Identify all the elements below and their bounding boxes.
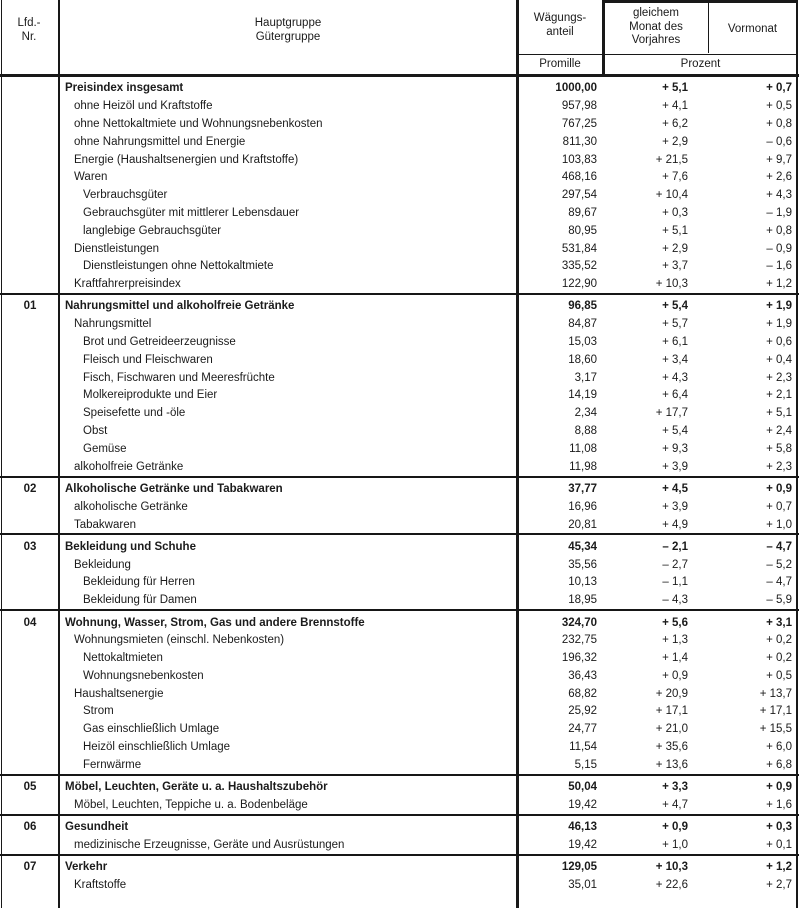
table-section (0, 478, 799, 536)
row-label: Verbrauchsgüter (83, 189, 168, 202)
yoy-change-value: + 6,1 (662, 336, 688, 349)
row-label: Obst (83, 425, 108, 438)
col-header-vorjahresmonat-line2: Monat des (629, 20, 683, 33)
row-label: Haushaltsenergie (74, 687, 164, 700)
weight-value: 20,81 (568, 518, 597, 531)
table-section (0, 856, 799, 894)
table-row (0, 516, 799, 534)
weight-value: 3,17 (574, 371, 597, 384)
row-label: alkoholische Getränke (74, 500, 188, 513)
table-row (0, 222, 799, 240)
yoy-change-value: + 21,0 (655, 723, 688, 736)
mom-change-value: – 4,7 (766, 540, 792, 553)
table-row (0, 298, 799, 316)
mom-change-value: + 1,2 (766, 861, 792, 874)
mom-change-value: + 9,7 (766, 153, 792, 166)
yoy-change-value: + 10,3 (655, 861, 688, 874)
row-label: Möbel, Leuchten, Geräte u. a. Haushaltszubehör (65, 781, 328, 794)
row-label: Kraftfahrerpreisindex (74, 278, 181, 291)
weight-value: 468,16 (561, 171, 597, 184)
mom-change-value: + 2,7 (766, 879, 792, 892)
weight-value: 531,84 (561, 242, 597, 255)
table-row (0, 97, 799, 115)
row-label: Heizöl einschließlich Umlage (83, 741, 231, 754)
mom-change-value: + 0,2 (766, 634, 792, 647)
weight-value: 10,13 (568, 576, 597, 589)
yoy-change-value: + 6,4 (662, 389, 688, 402)
table-section (0, 816, 799, 856)
weight-value: 8,88 (574, 425, 597, 438)
mom-change-value: + 13,7 (759, 687, 792, 700)
row-label: Fisch, Fischwaren und Meeresfrüchte (83, 371, 275, 384)
yoy-change-value: – 4,3 (662, 594, 688, 607)
row-label: Speisefette und -öle (83, 407, 186, 420)
table-row (0, 151, 799, 169)
mom-change-value: + 3,1 (766, 616, 792, 629)
table-row (0, 667, 799, 685)
weight-value: 89,67 (568, 206, 597, 219)
row-label: Verkehr (65, 861, 108, 874)
weight-value: 767,25 (561, 117, 597, 130)
mom-change-value: + 2,4 (766, 425, 792, 438)
weight-value: 957,98 (561, 100, 597, 113)
yoy-change-value: + 35,6 (655, 741, 688, 754)
weight-value: 19,42 (568, 798, 597, 811)
section-number: 03 (23, 540, 37, 553)
col-header-lfd-nr-line2: Nr. (21, 30, 37, 43)
weight-value: 35,56 (568, 558, 597, 571)
weight-value: 25,92 (568, 705, 597, 718)
row-label: Kraftstoffe (74, 879, 127, 892)
yoy-change-value: + 1,4 (662, 652, 688, 665)
row-label: Bekleidung für Herren (83, 576, 195, 589)
table-section (0, 535, 799, 611)
yoy-change-value: + 5,6 (662, 616, 688, 629)
mom-change-value: + 0,9 (766, 482, 792, 495)
weight-value: 37,77 (568, 482, 597, 495)
weight-value: 11,98 (569, 460, 597, 473)
section-number: 07 (23, 861, 37, 874)
col-header-hauptgruppe-line1: Hauptgruppe (254, 17, 322, 29)
yoy-change-value: + 21,5 (655, 153, 688, 166)
table-row (0, 186, 799, 204)
weight-value: 15,03 (568, 336, 597, 349)
mom-change-value: + 1,6 (766, 798, 792, 811)
table-row (0, 168, 799, 186)
mom-change-value: + 17,1 (759, 705, 792, 718)
col-header-waegungsanteil (518, 12, 602, 39)
row-label: Fernwärme (83, 758, 142, 771)
yoy-change-value: + 0,9 (662, 821, 688, 834)
mom-change-value: + 0,8 (766, 117, 792, 130)
table-row (0, 591, 799, 609)
weight-value: 18,60 (568, 353, 597, 366)
row-label: Gebrauchsgüter mit mittlerer Lebensdauer (83, 206, 300, 219)
weight-value: 14,19 (568, 389, 597, 402)
row-label: Nahrungsmittel und alkoholfreie Getränke (65, 300, 295, 313)
weight-value: 1000,00 (555, 82, 597, 95)
unit-label-prozent: Prozent (680, 58, 721, 70)
mom-change-value: + 6,8 (766, 758, 792, 771)
yoy-change-value: – 2,1 (662, 540, 688, 553)
yoy-change-value: + 4,1 (662, 100, 688, 113)
section-number: 06 (23, 821, 37, 834)
table-row (0, 631, 799, 649)
mom-change-value: – 4,7 (766, 576, 792, 589)
mom-change-value: + 0,4 (766, 353, 792, 366)
weight-value: 232,75 (561, 634, 597, 647)
yoy-change-value: + 5,1 (662, 224, 688, 237)
weight-value: 68,82 (568, 687, 597, 700)
weight-value: 19,42 (568, 839, 597, 852)
table-row (0, 333, 799, 351)
table-row (0, 422, 799, 440)
row-label: Bekleidung und Schuhe (65, 540, 196, 553)
row-label: Strom (83, 705, 114, 718)
mom-change-value: + 0,2 (766, 652, 792, 665)
weight-value: 129,05 (561, 861, 597, 874)
table-row (0, 756, 799, 774)
col-header-vormonat: Vormonat (727, 23, 778, 35)
yoy-change-value: + 4,9 (662, 518, 688, 531)
section-number: 05 (23, 781, 37, 794)
table-row (0, 369, 799, 387)
table-row (0, 315, 799, 333)
table-row (0, 404, 799, 422)
yoy-change-value: + 9,3 (662, 442, 688, 455)
row-label: ohne Heizöl und Kraftstoffe (74, 100, 213, 113)
row-label: Wohnungsnebenkosten (83, 669, 204, 682)
table-row (0, 876, 799, 894)
table-row (0, 649, 799, 667)
row-label: Dienstleistungen ohne Nettokaltmiete (83, 260, 274, 273)
mom-change-value: + 0,7 (766, 500, 792, 513)
mom-change-value: – 0,6 (766, 135, 792, 148)
section-number: 02 (23, 482, 37, 495)
table-row (0, 133, 799, 151)
yoy-change-value: – 2,7 (662, 558, 688, 571)
mom-change-value: + 5,1 (766, 407, 792, 420)
yoy-change-value: + 10,3 (655, 278, 688, 291)
weight-value: 811,30 (562, 135, 597, 148)
row-label: Energie (Haushaltsenergien und Kraftstoffe) (74, 153, 299, 166)
row-label: Molkereiprodukte und Eier (83, 389, 218, 402)
weight-value: 36,43 (568, 669, 597, 682)
table-row (0, 498, 799, 516)
row-label: medizinische Erzeugnisse, Geräte und Ausrüstungen (74, 839, 345, 852)
row-label: Preisindex insgesamt (65, 82, 184, 95)
table-row (0, 538, 799, 556)
row-label: Bekleidung für Damen (83, 594, 197, 607)
mom-change-value: + 2,3 (766, 371, 792, 384)
weight-value: 46,13 (568, 821, 597, 834)
yoy-change-value: + 17,1 (655, 705, 688, 718)
mom-change-value: – 0,9 (766, 242, 792, 255)
row-label: Brot und Getreideerzeugnisse (83, 336, 236, 349)
yoy-change-value: + 20,9 (655, 687, 688, 700)
row-label: Gemüse (83, 442, 127, 455)
row-label: Nahrungsmittel (74, 318, 152, 331)
row-label: Waren (74, 171, 108, 184)
mom-change-value: – 5,2 (766, 558, 792, 571)
weight-value: 96,85 (568, 300, 597, 313)
yoy-change-value: + 5,1 (662, 82, 688, 95)
table-row (0, 80, 799, 98)
row-label: Fleisch und Fleischwaren (83, 353, 213, 366)
mom-change-value: + 2,1 (766, 389, 792, 402)
table-row (0, 351, 799, 369)
yoy-change-value: + 3,7 (662, 260, 688, 273)
yoy-change-value: + 3,9 (662, 500, 688, 513)
table-row (0, 480, 799, 498)
yoy-change-value: + 4,7 (662, 798, 688, 811)
weight-value: 18,95 (568, 594, 597, 607)
mom-change-value: + 5,8 (766, 442, 792, 455)
table-row (0, 614, 799, 632)
col-header-hauptgruppe-line2: Gütergruppe (255, 30, 321, 43)
table-row (0, 574, 799, 592)
yoy-change-value: + 2,9 (662, 242, 688, 255)
weight-value: 11,08 (569, 442, 597, 455)
mom-change-value: + 0,8 (766, 224, 792, 237)
table-row (0, 703, 799, 721)
table-row (0, 257, 799, 275)
yoy-change-value: + 0,3 (662, 206, 688, 219)
yoy-change-value: + 4,5 (662, 482, 688, 495)
weight-value: 103,83 (561, 153, 597, 166)
weight-value: 80,95 (568, 224, 597, 237)
table-section (0, 77, 799, 295)
weight-value: 45,34 (568, 540, 597, 553)
col-header-waegungsanteil-line2: anteil (546, 25, 574, 38)
table-body (0, 77, 799, 894)
weight-value: 35,01 (568, 879, 597, 892)
yoy-change-value: + 13,6 (655, 758, 688, 771)
row-label: Nettokaltmieten (83, 652, 163, 665)
mom-change-value: + 1,2 (766, 278, 792, 291)
row-label: Dienstleistungen (74, 242, 160, 255)
yoy-change-value: + 0,9 (662, 669, 688, 682)
table-row (0, 387, 799, 405)
table-row (0, 275, 799, 293)
yoy-change-value: + 17,7 (655, 407, 688, 420)
yoy-change-value: – 1,1 (662, 576, 688, 589)
row-label: Möbel, Leuchten, Teppiche u. a. Bodenbeläge (74, 798, 308, 811)
table-row (0, 556, 799, 574)
table-row (0, 836, 799, 854)
col-header-hauptgruppe (60, 17, 516, 44)
table-row (0, 738, 799, 756)
section-number: 01 (23, 300, 37, 313)
table-section (0, 295, 799, 477)
weight-value: 297,54 (561, 189, 597, 202)
weight-value: 2,34 (574, 407, 597, 420)
yoy-change-value: + 5,4 (662, 425, 688, 438)
row-label: Bekleidung (74, 558, 131, 571)
row-label: langlebige Gebrauchsgüter (83, 224, 222, 237)
table-section (0, 611, 799, 776)
row-label: Alkoholische Getränke und Tabakwaren (65, 482, 283, 495)
mom-change-value: + 0,9 (766, 781, 792, 794)
table-row (0, 440, 799, 458)
yoy-change-value: + 3,4 (662, 353, 688, 366)
row-label: alkoholfreie Getränke (74, 460, 184, 473)
table-row (0, 720, 799, 738)
mom-change-value: + 1,9 (766, 318, 792, 331)
unit-label-promille: Promille (539, 58, 581, 70)
weight-value: 335,52 (561, 260, 597, 273)
col-header-lfd-nr-line1: Lfd.- (17, 17, 41, 29)
mom-change-value: + 0,1 (766, 839, 792, 852)
mom-change-value: + 1,0 (766, 518, 792, 531)
yoy-change-value: + 5,4 (662, 300, 688, 313)
col-header-lfd-nr (0, 17, 58, 44)
table-section (0, 776, 799, 816)
table-row (0, 458, 799, 476)
row-label: Tabakwaren (74, 518, 137, 531)
mom-change-value: – 5,9 (766, 594, 792, 607)
mom-change-value: + 2,6 (766, 171, 792, 184)
yoy-change-value: + 1,0 (662, 839, 688, 852)
yoy-change-value: + 4,3 (662, 371, 688, 384)
weight-value: 84,87 (568, 318, 597, 331)
mom-change-value: + 6,0 (766, 741, 792, 754)
mom-change-value: – 1,9 (766, 206, 792, 219)
weight-value: 122,90 (561, 278, 597, 291)
mom-change-value: + 0,5 (766, 100, 792, 113)
mom-change-value: – 1,6 (766, 260, 792, 273)
yoy-change-value: + 2,9 (662, 135, 688, 148)
unit-row-divider (516, 54, 798, 55)
weight-value: 5,15 (574, 758, 597, 771)
mom-change-value: + 2,3 (766, 460, 792, 473)
yoy-change-value: + 3,3 (662, 781, 688, 794)
table-row (0, 818, 799, 836)
percent-group-top-border (602, 0, 798, 3)
weight-value: 324,70 (561, 616, 597, 629)
weight-value: 196,32 (561, 652, 597, 665)
mom-change-value: + 0,5 (766, 669, 792, 682)
mom-change-value: + 1,9 (766, 300, 792, 313)
table-row (0, 778, 799, 796)
weight-value: 11,54 (569, 741, 597, 754)
col-header-vorjahresmonat-line3: Vorjahres (631, 34, 681, 46)
col-header-vorjahresmonat-line1: gleichem (632, 7, 680, 19)
yoy-change-value: + 6,2 (662, 117, 688, 130)
row-label: Wohnung, Wasser, Strom, Gas und andere Brennstoffe (65, 616, 365, 629)
yoy-change-value: + 7,6 (662, 171, 688, 184)
table-row (0, 204, 799, 222)
yoy-change-value: + 5,7 (662, 318, 688, 331)
yoy-change-value: + 10,4 (655, 189, 688, 202)
row-label: ohne Nettokaltmiete und Wohnungsnebenkosten (74, 117, 323, 130)
row-label: Wohnungsmieten (einschl. Nebenkosten) (74, 634, 285, 647)
table-row (0, 685, 799, 703)
mom-change-value: + 0,6 (766, 336, 792, 349)
mom-change-value: + 0,7 (766, 82, 792, 95)
row-label: ohne Nahrungsmittel und Energie (74, 135, 246, 148)
mom-change-value: + 4,3 (766, 189, 792, 202)
row-label: Gesundheit (65, 821, 129, 834)
mom-change-value: + 0,3 (766, 821, 792, 834)
row-label: Gas einschließlich Umlage (83, 723, 220, 736)
col-header-waegungsanteil-line1: Wägungs- (533, 12, 587, 24)
yoy-change-value: + 22,6 (655, 879, 688, 892)
yoy-change-value: + 1,3 (662, 634, 688, 647)
mom-change-value: + 15,5 (759, 723, 792, 736)
weight-value: 16,96 (568, 500, 597, 513)
weight-value: 24,77 (568, 723, 597, 736)
section-number: 04 (23, 616, 37, 629)
weight-value: 50,04 (568, 781, 597, 794)
table-row (0, 858, 799, 876)
table-row (0, 115, 799, 133)
col-header-vorjahresmonat (605, 7, 707, 48)
table-row (0, 240, 799, 258)
table-row (0, 796, 799, 814)
yoy-change-value: + 3,9 (662, 460, 688, 473)
